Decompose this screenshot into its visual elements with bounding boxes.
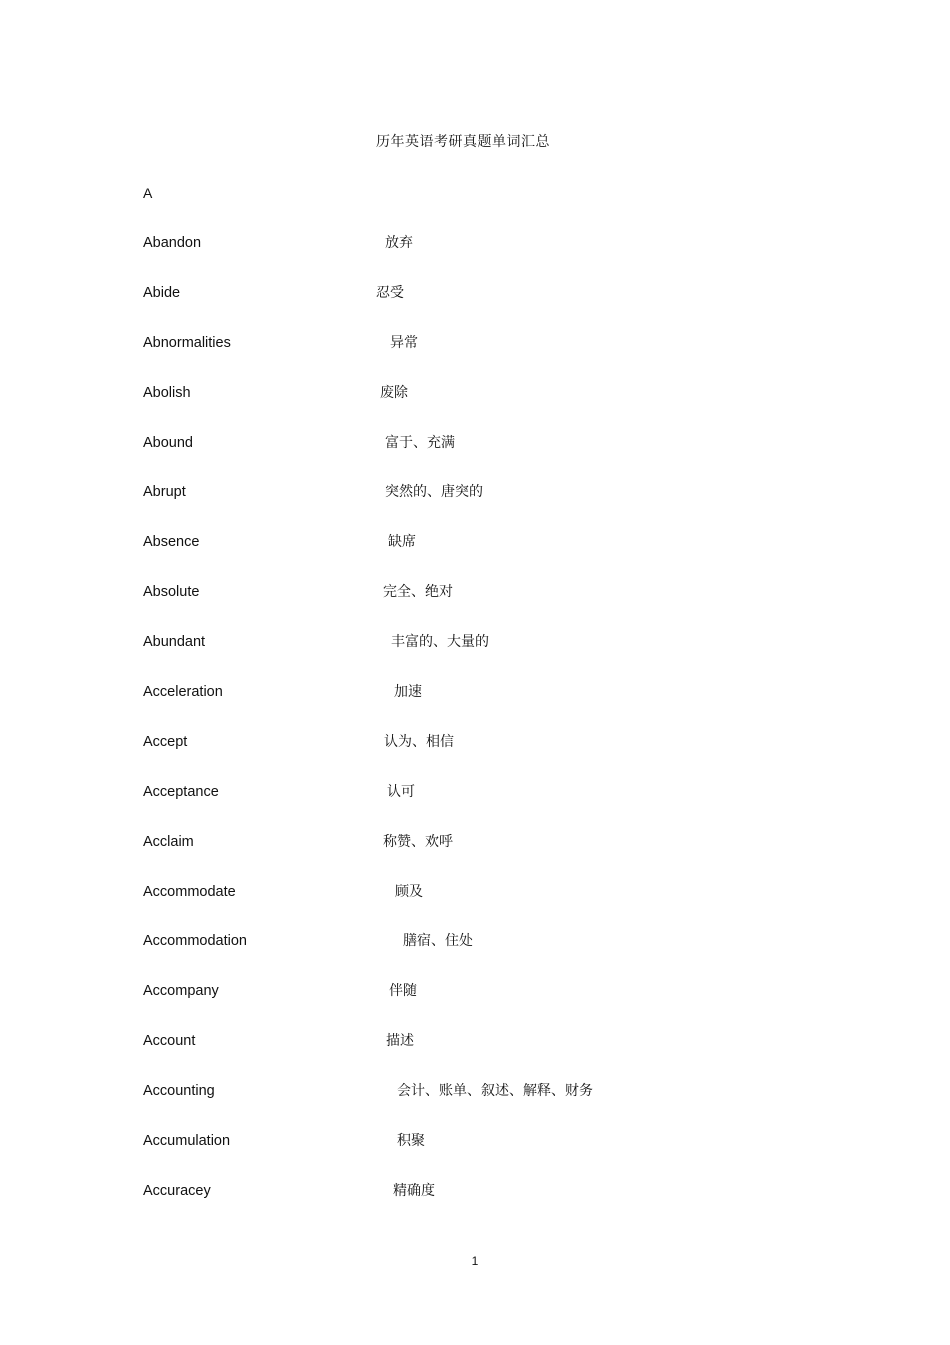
vocab-word: Accumulation	[143, 1133, 231, 1150]
vocab-meaning: 放弃	[385, 235, 413, 251]
vocab-word: Acceleration	[143, 684, 223, 701]
vocab-entry	[0, 582, 950, 632]
vocab-word: Acceptance	[143, 783, 219, 800]
vocab-meaning: 缺席	[388, 534, 416, 551]
vocab-word: Acclaim	[143, 833, 194, 850]
page-number: 1	[471, 1254, 479, 1268]
vocab-entry	[0, 1131, 950, 1181]
vocab-word: Abound	[143, 434, 193, 451]
vocab-word: Absence	[143, 534, 200, 551]
vocab-meaning: 富于、充满	[385, 434, 455, 451]
vocab-word: Accommodation	[143, 933, 247, 950]
vocab-entry	[0, 732, 950, 782]
vocab-entry	[0, 233, 950, 283]
vocab-meaning: 异常	[390, 334, 418, 351]
vocab-meaning: 伴随	[389, 983, 417, 1000]
vocab-entry	[0, 632, 950, 682]
vocab-word: Accompany	[143, 983, 219, 1000]
vocab-word: Abnormalities	[143, 334, 231, 351]
vocab-meaning: 突然的、唐突的	[385, 484, 483, 501]
section-letter: A	[143, 185, 153, 201]
vocab-entry	[0, 383, 950, 433]
vocab-meaning: 丰富的、大量的	[391, 634, 489, 651]
vocab-meaning: 精确度	[393, 1182, 435, 1199]
vocab-word: Accommodate	[143, 883, 236, 900]
vocab-entry	[0, 283, 950, 333]
vocab-meaning: 积聚	[397, 1133, 425, 1150]
vocab-meaning: 称赞、欢呼	[383, 833, 453, 850]
vocab-meaning: 废除	[380, 384, 408, 401]
vocab-entry	[0, 981, 950, 1031]
vocab-meaning: 完全、绝对	[383, 584, 453, 601]
vocab-meaning: 会计、账单、叙述、解释、财务	[397, 1083, 593, 1100]
vocab-entry	[0, 532, 950, 582]
vocab-entry	[0, 433, 950, 483]
vocab-word: Accuracey	[143, 1182, 211, 1199]
vocab-entry	[0, 882, 950, 932]
vocab-meaning: 顾及	[395, 883, 423, 900]
vocab-meaning: 描述	[386, 1033, 414, 1050]
vocab-entry	[0, 333, 950, 383]
vocab-meaning: 忍受	[376, 284, 404, 301]
vocab-entry	[0, 832, 950, 882]
vocab-word: Abrupt	[143, 484, 186, 501]
vocab-entry	[0, 1031, 950, 1081]
vocab-entry	[0, 931, 950, 981]
vocab-word: Accept	[143, 733, 188, 750]
vocab-meaning: 认可	[387, 783, 415, 800]
vocab-word: Accounting	[143, 1083, 215, 1100]
vocab-meaning: 膳宿、住处	[403, 933, 473, 950]
vocab-word: Abandon	[143, 235, 202, 251]
vocab-entry	[0, 1181, 950, 1231]
vocab-word: Abundant	[143, 634, 206, 651]
vocab-word: Absolute	[143, 584, 200, 601]
vocab-entry	[0, 682, 950, 732]
vocab-meaning: 认为、相信	[384, 733, 454, 750]
vocab-entry	[0, 482, 950, 532]
vocab-word: Abide	[143, 284, 181, 301]
document-title: 历年英语考研真题单词汇总	[376, 134, 550, 150]
vocab-entry	[0, 1081, 950, 1131]
vocab-word: Abolish	[143, 384, 191, 401]
vocab-meaning: 加速	[394, 684, 422, 701]
vocab-entry	[0, 782, 950, 832]
vocab-word: Account	[143, 1033, 196, 1050]
vocabulary-list	[0, 233, 950, 1231]
